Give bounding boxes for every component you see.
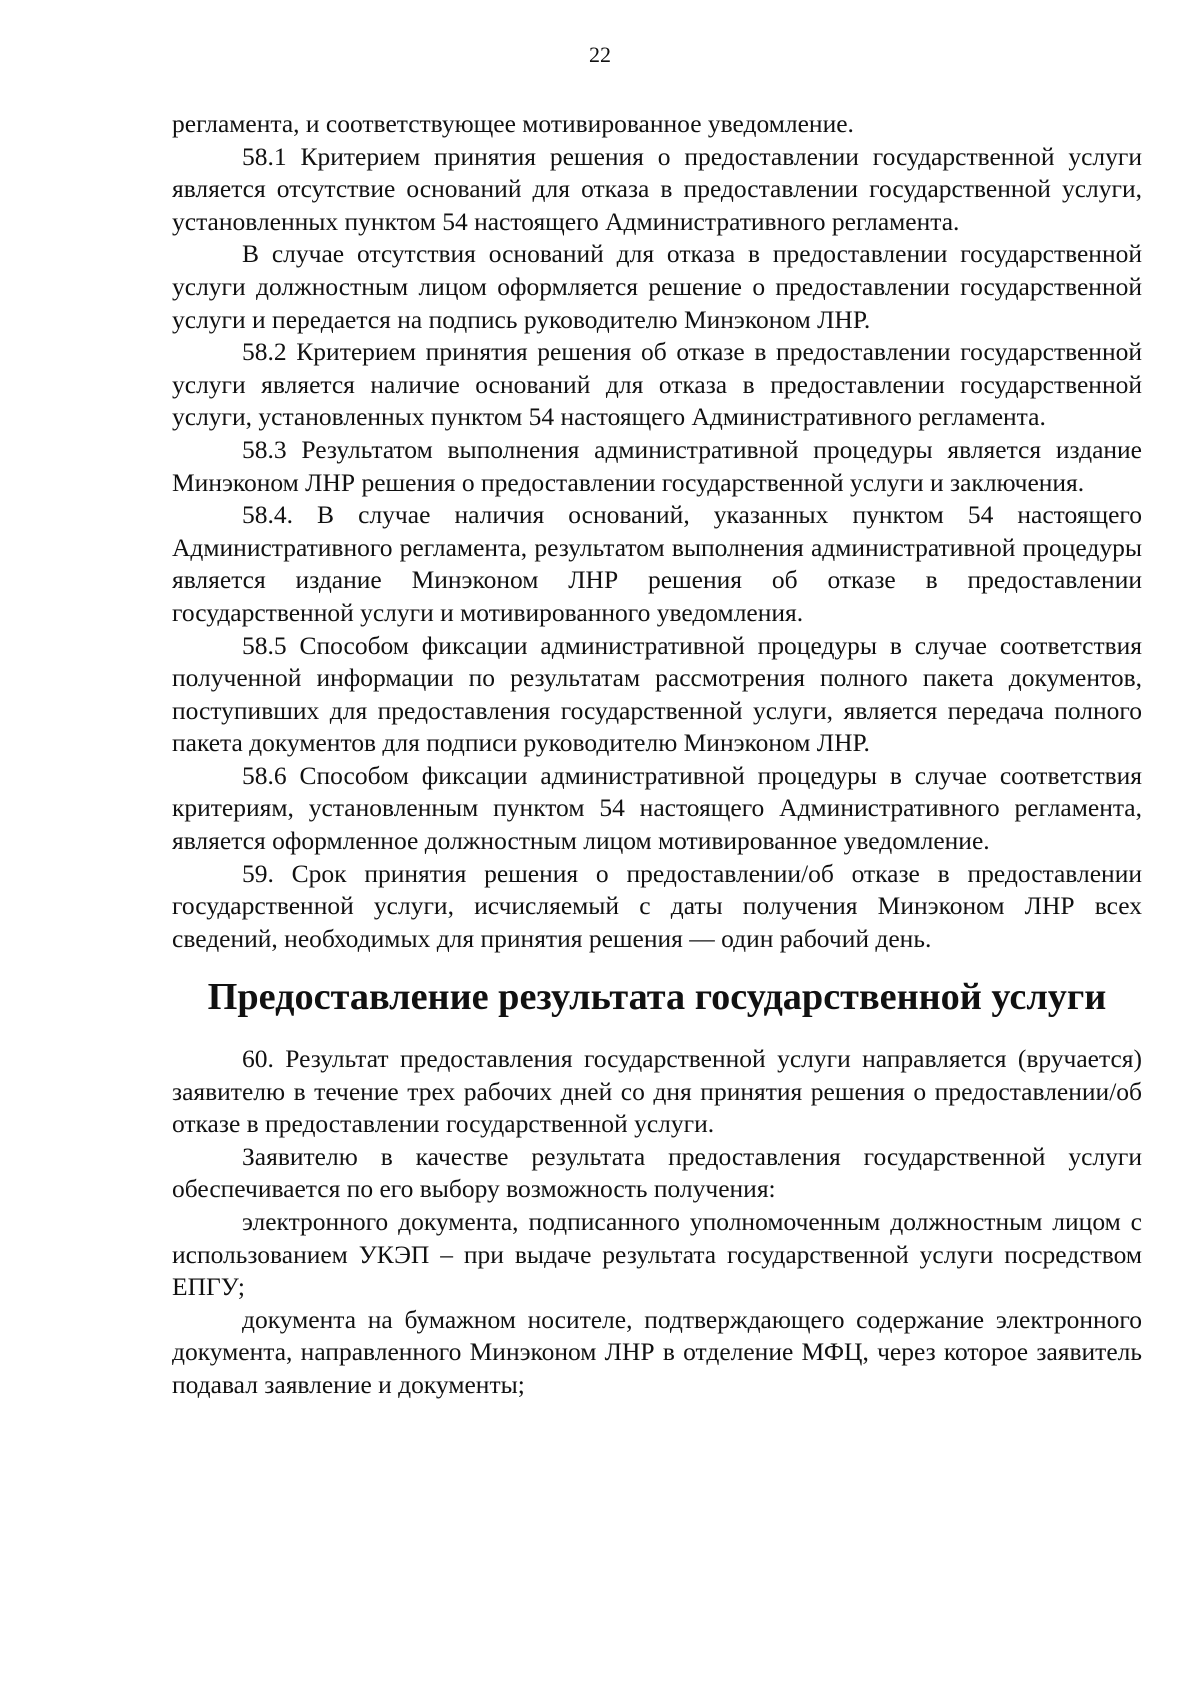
section-heading: Предоставление результата государственной услуги (207, 976, 1107, 1019)
paragraph-59: 59. Срок принятия решения о предоставлении/об отказе в предоставлении государственной услуги, исчисляемый с даты получения Минэконом ЛНР всех сведений, необходимых для принятия решения — один рабочий день. (172, 858, 1142, 953)
paragraph-paper-document: документа на бумажном носителе, подтверждающего содержание электронного документа, направленного Минэконом ЛНР в отделение МФЦ, через которое заявитель подавал заявление и документы; (172, 1304, 1142, 1399)
paragraph-58-1: 58.1 Критерием принятия решения о предоставлении государственной услуги является отсутствие оснований для отказа в предоставлении государственной услуги, установленных пунктом 54 настоящего Административного регламента. (172, 141, 1142, 236)
document-body (172, 108, 1142, 1402)
paragraph-58-1-case: В случае отсутствия оснований для отказа в предоставлении государственной услуги должностным лицом оформляется решение о предоставлении государственной услуги и передается на подпись руководителю Минэконом ЛНР. (172, 239, 1142, 334)
paragraph-58-2: 58.2 Критерием принятия решения об отказе в предоставлении государственной услуги является наличие оснований для отказа в предоставлении государственной услуги, установленных пунктом 54 настоящего Административного регламента. (172, 337, 1142, 432)
paragraph-58-6: 58.6 Способом фиксации административной процедуры в случае соответствия критериям, установленным пунктом 54 настоящего Административного регламента, является оформленное должностным лицом мотивированное уведомление. (172, 760, 1142, 856)
paragraph-60: 60. Результат предоставления государственной услуги направляется (вручается) заявителю в течение трех рабочих дней со дня принятия решения о предоставлении/об отказе в предоставлении государственной услуги. (172, 1044, 1142, 1139)
paragraph-58-3: 58.3 Результатом выполнения административной процедуры является издание Минэконом ЛНР решения о предоставлении государственной услуги и заключения. (172, 434, 1142, 497)
paragraph-58-5: 58.5 Способом фиксации административной процедуры в случае соответствия полученной информации по результатам рассмотрения полного пакета документов, поступивших для предоставления государственной услуги, является передача полного пакета документов для подписи руководителю Минэконом ЛНР. (172, 630, 1142, 758)
paragraph-result-options: Заявителю в качестве результата предоставления государственной услуги обеспечивается по его выбору возможность получения: (172, 1141, 1142, 1204)
paragraph-58-4: 58.4. В случае наличия оснований, указанных пунктом 54 настоящего Административного регламента, результатом выполнения административной процедуры является издание Минэконом ЛНР решения об отказе в предоставлении государственной услуги и мотивированного уведомления. (172, 500, 1142, 627)
paragraph-continuation: регламента, и соответствующее мотивированное уведомление. (172, 109, 854, 138)
paragraph-electronic-document: электронного документа, подписанного уполномоченным должностным лицом с использованием УКЭП – при выдаче результата государственной услуги посредством ЕПГУ; (172, 1207, 1142, 1302)
page-number: 22 (589, 42, 611, 67)
